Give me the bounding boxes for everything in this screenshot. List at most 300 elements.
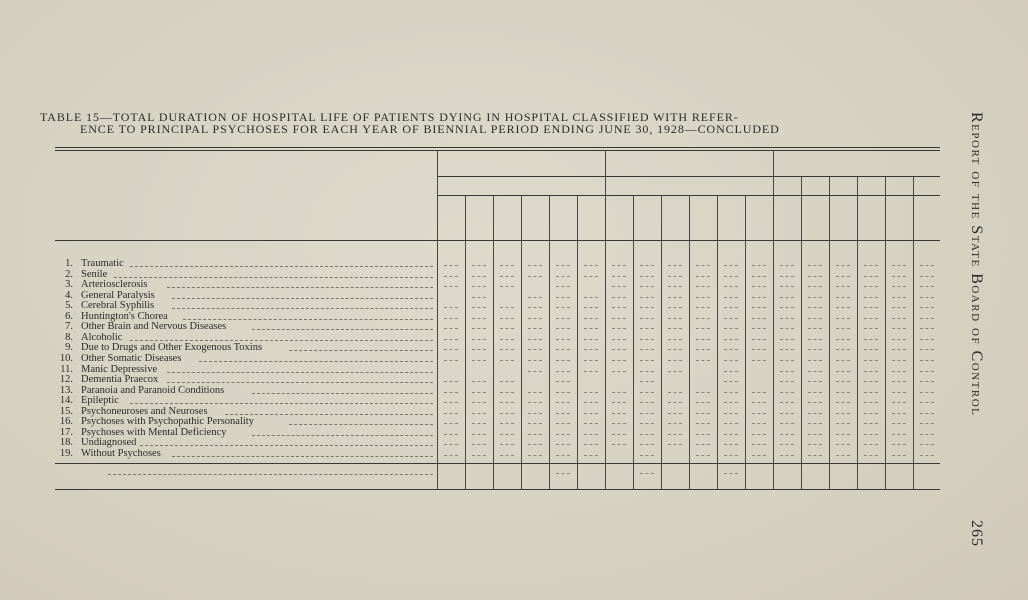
empty-cell-dash	[864, 360, 878, 361]
empty-cell-dash	[444, 423, 458, 424]
total-rule	[55, 463, 940, 464]
empty-cell-dash	[444, 349, 458, 350]
empty-cell-dash	[724, 339, 738, 340]
empty-cell-dash	[836, 339, 850, 340]
empty-cell-dash	[500, 381, 514, 382]
empty-cell-dash	[724, 297, 738, 298]
empty-cell-dash	[920, 360, 934, 361]
row-number: 12.	[59, 374, 73, 386]
empty-cell-dash	[640, 444, 654, 445]
row-name: Manic Depressive	[81, 363, 158, 375]
row-name: Psychoses with Mental Deficiency	[81, 426, 227, 438]
empty-cell-dash	[808, 392, 822, 393]
column-rule	[605, 150, 606, 489]
empty-cell-dash	[780, 276, 794, 277]
empty-cell-dash	[556, 392, 570, 393]
empty-cell-dash	[836, 276, 850, 277]
empty-cell-dash	[696, 328, 710, 329]
empty-cell-dash	[724, 444, 738, 445]
leader-dots	[252, 393, 433, 394]
empty-cell-dash	[696, 276, 710, 277]
empty-cell-dash	[584, 413, 598, 414]
empty-cell-dash	[528, 423, 542, 424]
empty-cell-dash	[472, 339, 486, 340]
empty-cell-dash	[444, 307, 458, 308]
empty-cell-dash	[584, 339, 598, 340]
leader-dots	[172, 308, 433, 309]
empty-cell-dash	[752, 318, 766, 319]
empty-cell-dash	[892, 434, 906, 435]
empty-cell-dash	[472, 307, 486, 308]
empty-cell-dash	[696, 339, 710, 340]
empty-cell-dash	[556, 434, 570, 435]
empty-cell-dash	[864, 265, 878, 266]
empty-cell-dash	[640, 265, 654, 266]
empty-cell-dash	[500, 413, 514, 414]
empty-cell-dash	[752, 402, 766, 403]
empty-cell-dash	[696, 349, 710, 350]
empty-cell-dash	[724, 392, 738, 393]
empty-cell-dash	[864, 286, 878, 287]
empty-cell-dash	[556, 473, 570, 474]
empty-cell-dash	[808, 276, 822, 277]
empty-cell-dash	[500, 339, 514, 340]
empty-cell-dash	[920, 297, 934, 298]
leader-dots	[172, 298, 433, 299]
row-number: 7.	[65, 321, 73, 333]
empty-cell-dash	[780, 328, 794, 329]
column-rule	[689, 196, 690, 489]
empty-cell-dash	[892, 307, 906, 308]
empty-cell-dash	[920, 265, 934, 266]
empty-cell-dash	[556, 297, 570, 298]
empty-cell-dash	[612, 339, 626, 340]
empty-cell-dash	[472, 276, 486, 277]
empty-cell-dash	[752, 434, 766, 435]
period-rule	[521, 195, 605, 196]
empty-cell-dash	[612, 328, 626, 329]
row-name: Huntington's Chorea	[81, 310, 168, 322]
empty-cell-dash	[920, 339, 934, 340]
leader-dots	[199, 361, 433, 362]
row-label	[55, 300, 435, 311]
empty-cell-dash	[724, 434, 738, 435]
empty-cell-dash	[920, 349, 934, 350]
empty-cell-dash	[808, 381, 822, 382]
empty-cell-dash	[584, 276, 598, 277]
empty-cell-dash	[640, 423, 654, 424]
row-number: 14.	[59, 395, 73, 407]
empty-cell-dash	[920, 423, 934, 424]
empty-cell-dash	[696, 423, 710, 424]
empty-cell-dash	[724, 318, 738, 319]
empty-cell-dash	[584, 360, 598, 361]
row-label	[55, 406, 435, 417]
row-number: 19.	[59, 447, 73, 459]
empty-cell-dash	[528, 444, 542, 445]
header-rule	[55, 240, 940, 241]
empty-cell-dash	[444, 455, 458, 456]
empty-cell-dash	[472, 360, 486, 361]
empty-cell-dash	[864, 455, 878, 456]
running-head: Report of the State Board of Control	[968, 112, 985, 417]
row-number: 2.	[65, 268, 73, 280]
empty-cell-dash	[864, 318, 878, 319]
row-number: 3.	[65, 279, 73, 291]
row-label	[55, 279, 435, 290]
empty-cell-dash	[892, 455, 906, 456]
empty-cell-dash	[640, 276, 654, 277]
row-label	[55, 258, 435, 269]
leader-dots	[289, 350, 433, 351]
table-title-line-2: ENCE TO PRINCIPAL PSYCHOSES FOR EACH YEAR OF BIENNIAL PERIOD ENDING JUNE 30, 1928—CONCLUDED	[80, 122, 780, 136]
empty-cell-dash	[864, 392, 878, 393]
empty-cell-dash	[556, 413, 570, 414]
empty-cell-dash	[752, 297, 766, 298]
group-five-years-and-over-rule	[605, 176, 773, 177]
empty-cell-dash	[444, 381, 458, 382]
empty-cell-dash	[892, 423, 906, 424]
empty-cell-dash	[920, 444, 934, 445]
row-label	[55, 269, 435, 280]
empty-cell-dash	[640, 307, 654, 308]
empty-cell-dash	[612, 360, 626, 361]
empty-cell-dash	[780, 434, 794, 435]
empty-cell-dash	[892, 286, 906, 287]
empty-cell-dash	[444, 413, 458, 414]
empty-cell-dash	[920, 276, 934, 277]
empty-cell-dash	[472, 402, 486, 403]
empty-cell-dash	[640, 434, 654, 435]
empty-cell-dash	[528, 265, 542, 266]
row-number: 13.	[59, 384, 73, 396]
empty-cell-dash	[528, 360, 542, 361]
empty-cell-dash	[780, 413, 794, 414]
row-label	[55, 385, 435, 396]
empty-cell-dash	[500, 392, 514, 393]
empty-cell-dash	[780, 265, 794, 266]
empty-cell-dash	[808, 318, 822, 319]
period-rule	[437, 195, 521, 196]
empty-cell-dash	[500, 286, 514, 287]
empty-cell-dash	[556, 339, 570, 340]
leader-dots	[130, 266, 433, 267]
column-rule	[801, 177, 802, 489]
leader-dots	[130, 340, 433, 341]
row-name: Other Brain and Nervous Diseases	[81, 321, 227, 333]
empty-cell-dash	[612, 371, 626, 372]
group-two-to-four-years-rule	[437, 176, 605, 177]
empty-cell-dash	[668, 339, 682, 340]
empty-cell-dash	[752, 286, 766, 287]
empty-cell-dash	[920, 318, 934, 319]
row-number: 16.	[59, 416, 73, 428]
empty-cell-dash	[892, 297, 906, 298]
empty-cell-dash	[668, 402, 682, 403]
empty-cell-dash	[808, 286, 822, 287]
bottom-rule	[55, 489, 940, 490]
column-rule	[465, 196, 466, 489]
empty-cell-dash	[864, 297, 878, 298]
empty-cell-dash	[556, 371, 570, 372]
empty-cell-dash	[836, 349, 850, 350]
row-label	[55, 311, 435, 322]
empty-cell-dash	[892, 444, 906, 445]
row-label	[55, 395, 435, 406]
empty-cell-dash	[920, 434, 934, 435]
empty-cell-dash	[584, 328, 598, 329]
leader-dots	[252, 435, 433, 436]
empty-cell-dash	[500, 349, 514, 350]
top-rule	[55, 147, 940, 148]
empty-cell-dash	[640, 473, 654, 474]
empty-cell-dash	[892, 265, 906, 266]
row-label	[55, 353, 435, 364]
leader-dots	[172, 456, 433, 457]
empty-cell-dash	[836, 402, 850, 403]
empty-cell-dash	[836, 318, 850, 319]
empty-cell-dash	[892, 349, 906, 350]
page-number: 265	[968, 520, 985, 547]
empty-cell-dash	[472, 318, 486, 319]
empty-cell-dash	[836, 360, 850, 361]
empty-cell-dash	[444, 444, 458, 445]
empty-cell-dash	[640, 339, 654, 340]
row-name: General Paralysis	[81, 289, 155, 301]
empty-cell-dash	[724, 371, 738, 372]
empty-cell-dash	[528, 307, 542, 308]
empty-cell-dash	[584, 455, 598, 456]
empty-cell-dash	[528, 339, 542, 340]
empty-cell-dash	[724, 360, 738, 361]
empty-cell-dash	[472, 455, 486, 456]
empty-cell-dash	[444, 318, 458, 319]
empty-cell-dash	[808, 413, 822, 414]
empty-cell-dash	[528, 371, 542, 372]
column-rule	[633, 196, 634, 489]
empty-cell-dash	[444, 328, 458, 329]
row-number: 11.	[60, 363, 73, 375]
row-number: 8.	[65, 331, 73, 343]
empty-cell-dash	[808, 360, 822, 361]
empty-cell-dash	[808, 423, 822, 424]
empty-cell-dash	[472, 381, 486, 382]
empty-cell-dash	[472, 444, 486, 445]
empty-cell-dash	[892, 339, 906, 340]
row-label	[55, 321, 435, 332]
column-rule	[885, 177, 886, 489]
empty-cell-dash	[472, 434, 486, 435]
empty-cell-dash	[444, 434, 458, 435]
empty-cell-dash	[808, 339, 822, 340]
empty-cell-dash	[500, 328, 514, 329]
empty-cell-dash	[920, 402, 934, 403]
empty-cell-dash	[556, 402, 570, 403]
empty-cell-dash	[528, 349, 542, 350]
empty-cell-dash	[780, 455, 794, 456]
empty-cell-dash	[892, 328, 906, 329]
empty-cell-dash	[864, 307, 878, 308]
column-rule	[745, 196, 746, 489]
empty-cell-dash	[472, 413, 486, 414]
empty-cell-dash	[808, 444, 822, 445]
empty-cell-dash	[640, 371, 654, 372]
empty-cell-dash	[612, 434, 626, 435]
empty-cell-dash	[584, 402, 598, 403]
empty-cell-dash	[444, 276, 458, 277]
empty-cell-dash	[864, 423, 878, 424]
empty-cell-dash	[612, 265, 626, 266]
empty-cell-dash	[444, 402, 458, 403]
empty-cell-dash	[612, 392, 626, 393]
empty-cell-dash	[836, 423, 850, 424]
empty-cell-dash	[696, 307, 710, 308]
row-name: Arteriosclerosis	[81, 279, 148, 291]
empty-cell-dash	[612, 307, 626, 308]
empty-cell-dash	[696, 297, 710, 298]
empty-cell-dash	[892, 402, 906, 403]
column-rule	[717, 196, 718, 489]
empty-cell-dash	[696, 402, 710, 403]
column-rule	[661, 196, 662, 489]
empty-cell-dash	[696, 360, 710, 361]
leader-dots	[167, 287, 433, 288]
empty-cell-dash	[864, 339, 878, 340]
empty-cell-dash	[752, 360, 766, 361]
empty-cell-dash	[556, 360, 570, 361]
empty-cell-dash	[640, 381, 654, 382]
empty-cell-dash	[752, 339, 766, 340]
row-name: Psychoneuroses and Neuroses	[81, 405, 208, 417]
empty-cell-dash	[612, 276, 626, 277]
empty-cell-dash	[724, 286, 738, 287]
empty-cell-dash	[780, 286, 794, 287]
empty-cell-dash	[808, 349, 822, 350]
row-name: Alcoholic	[81, 331, 123, 343]
column-rule	[549, 196, 550, 489]
row-name: Cerebral Syphilis	[81, 300, 155, 312]
empty-cell-dash	[836, 286, 850, 287]
empty-cell-dash	[920, 286, 934, 287]
empty-cell-dash	[808, 297, 822, 298]
empty-cell-dash	[500, 423, 514, 424]
empty-cell-dash	[528, 402, 542, 403]
empty-cell-dash	[780, 392, 794, 393]
empty-cell-dash	[836, 392, 850, 393]
row-number: 9.	[65, 342, 73, 354]
row-number: 6.	[65, 310, 73, 322]
empty-cell-dash	[668, 265, 682, 266]
empty-cell-dash	[696, 413, 710, 414]
empty-cell-dash	[836, 307, 850, 308]
empty-cell-dash	[780, 423, 794, 424]
empty-cell-dash	[892, 360, 906, 361]
empty-cell-dash	[752, 413, 766, 414]
empty-cell-dash	[920, 381, 934, 382]
table-title-line-1: TABLE 15—TOTAL DURATION OF HOSPITAL LIFE OF PATIENTS DYING IN HOSPITAL CLASSIFIED WITH REFER-	[40, 110, 739, 124]
empty-cell-dash	[472, 423, 486, 424]
row-number: 4.	[65, 289, 73, 301]
empty-cell-dash	[752, 328, 766, 329]
empty-cell-dash	[472, 349, 486, 350]
empty-cell-dash	[892, 413, 906, 414]
empty-cell-dash	[780, 307, 794, 308]
row-label	[55, 427, 435, 438]
empty-cell-dash	[752, 423, 766, 424]
empty-cell-dash	[528, 328, 542, 329]
period-rule	[605, 195, 689, 196]
empty-cell-dash	[528, 455, 542, 456]
leader-dots	[130, 403, 433, 404]
empty-cell-dash	[668, 276, 682, 277]
empty-cell-dash	[612, 402, 626, 403]
total-label	[80, 466, 460, 477]
empty-cell-dash	[752, 392, 766, 393]
empty-cell-dash	[500, 276, 514, 277]
empty-cell-dash	[640, 286, 654, 287]
row-name: Psychoses with Psychopathic Personality	[81, 416, 254, 428]
empty-cell-dash	[724, 349, 738, 350]
empty-cell-dash	[724, 402, 738, 403]
column-rule	[437, 150, 438, 489]
empty-cell-dash	[612, 413, 626, 414]
leader-dots	[140, 445, 433, 446]
empty-cell-dash	[696, 434, 710, 435]
empty-cell-dash	[528, 392, 542, 393]
row-label	[55, 448, 435, 459]
column-rule	[857, 177, 858, 489]
leader-dots	[183, 319, 433, 320]
empty-cell-dash	[528, 297, 542, 298]
empty-cell-dash	[892, 371, 906, 372]
empty-cell-dash	[836, 455, 850, 456]
empty-cell-dash	[584, 307, 598, 308]
empty-cell-dash	[780, 402, 794, 403]
empty-cell-dash	[444, 360, 458, 361]
empty-cell-dash	[808, 307, 822, 308]
column-rule	[521, 196, 522, 489]
empty-cell-dash	[612, 349, 626, 350]
empty-cell-dash	[584, 297, 598, 298]
row-label	[55, 416, 435, 427]
empty-cell-dash	[444, 286, 458, 287]
empty-cell-dash	[556, 276, 570, 277]
empty-cell-dash	[920, 455, 934, 456]
leader-dots	[289, 424, 433, 425]
row-name: Other Somatic Diseases	[81, 352, 182, 364]
empty-cell-dash	[724, 423, 738, 424]
empty-cell-dash	[752, 265, 766, 266]
empty-cell-dash	[500, 360, 514, 361]
empty-cell-dash	[472, 392, 486, 393]
empty-cell-dash	[724, 381, 738, 382]
empty-cell-dash	[556, 318, 570, 319]
leader-dots	[252, 329, 433, 330]
empty-cell-dash	[640, 328, 654, 329]
empty-cell-dash	[724, 473, 738, 474]
empty-cell-dash	[556, 381, 570, 382]
empty-cell-dash	[668, 392, 682, 393]
column-rule	[577, 196, 578, 489]
empty-cell-dash	[808, 402, 822, 403]
empty-cell-dash	[780, 318, 794, 319]
empty-cell-dash	[780, 360, 794, 361]
empty-cell-dash	[808, 371, 822, 372]
row-label	[55, 342, 435, 353]
empty-cell-dash	[668, 444, 682, 445]
row-number: 17.	[59, 426, 73, 438]
row-name: Dementia Praecox	[81, 374, 159, 386]
